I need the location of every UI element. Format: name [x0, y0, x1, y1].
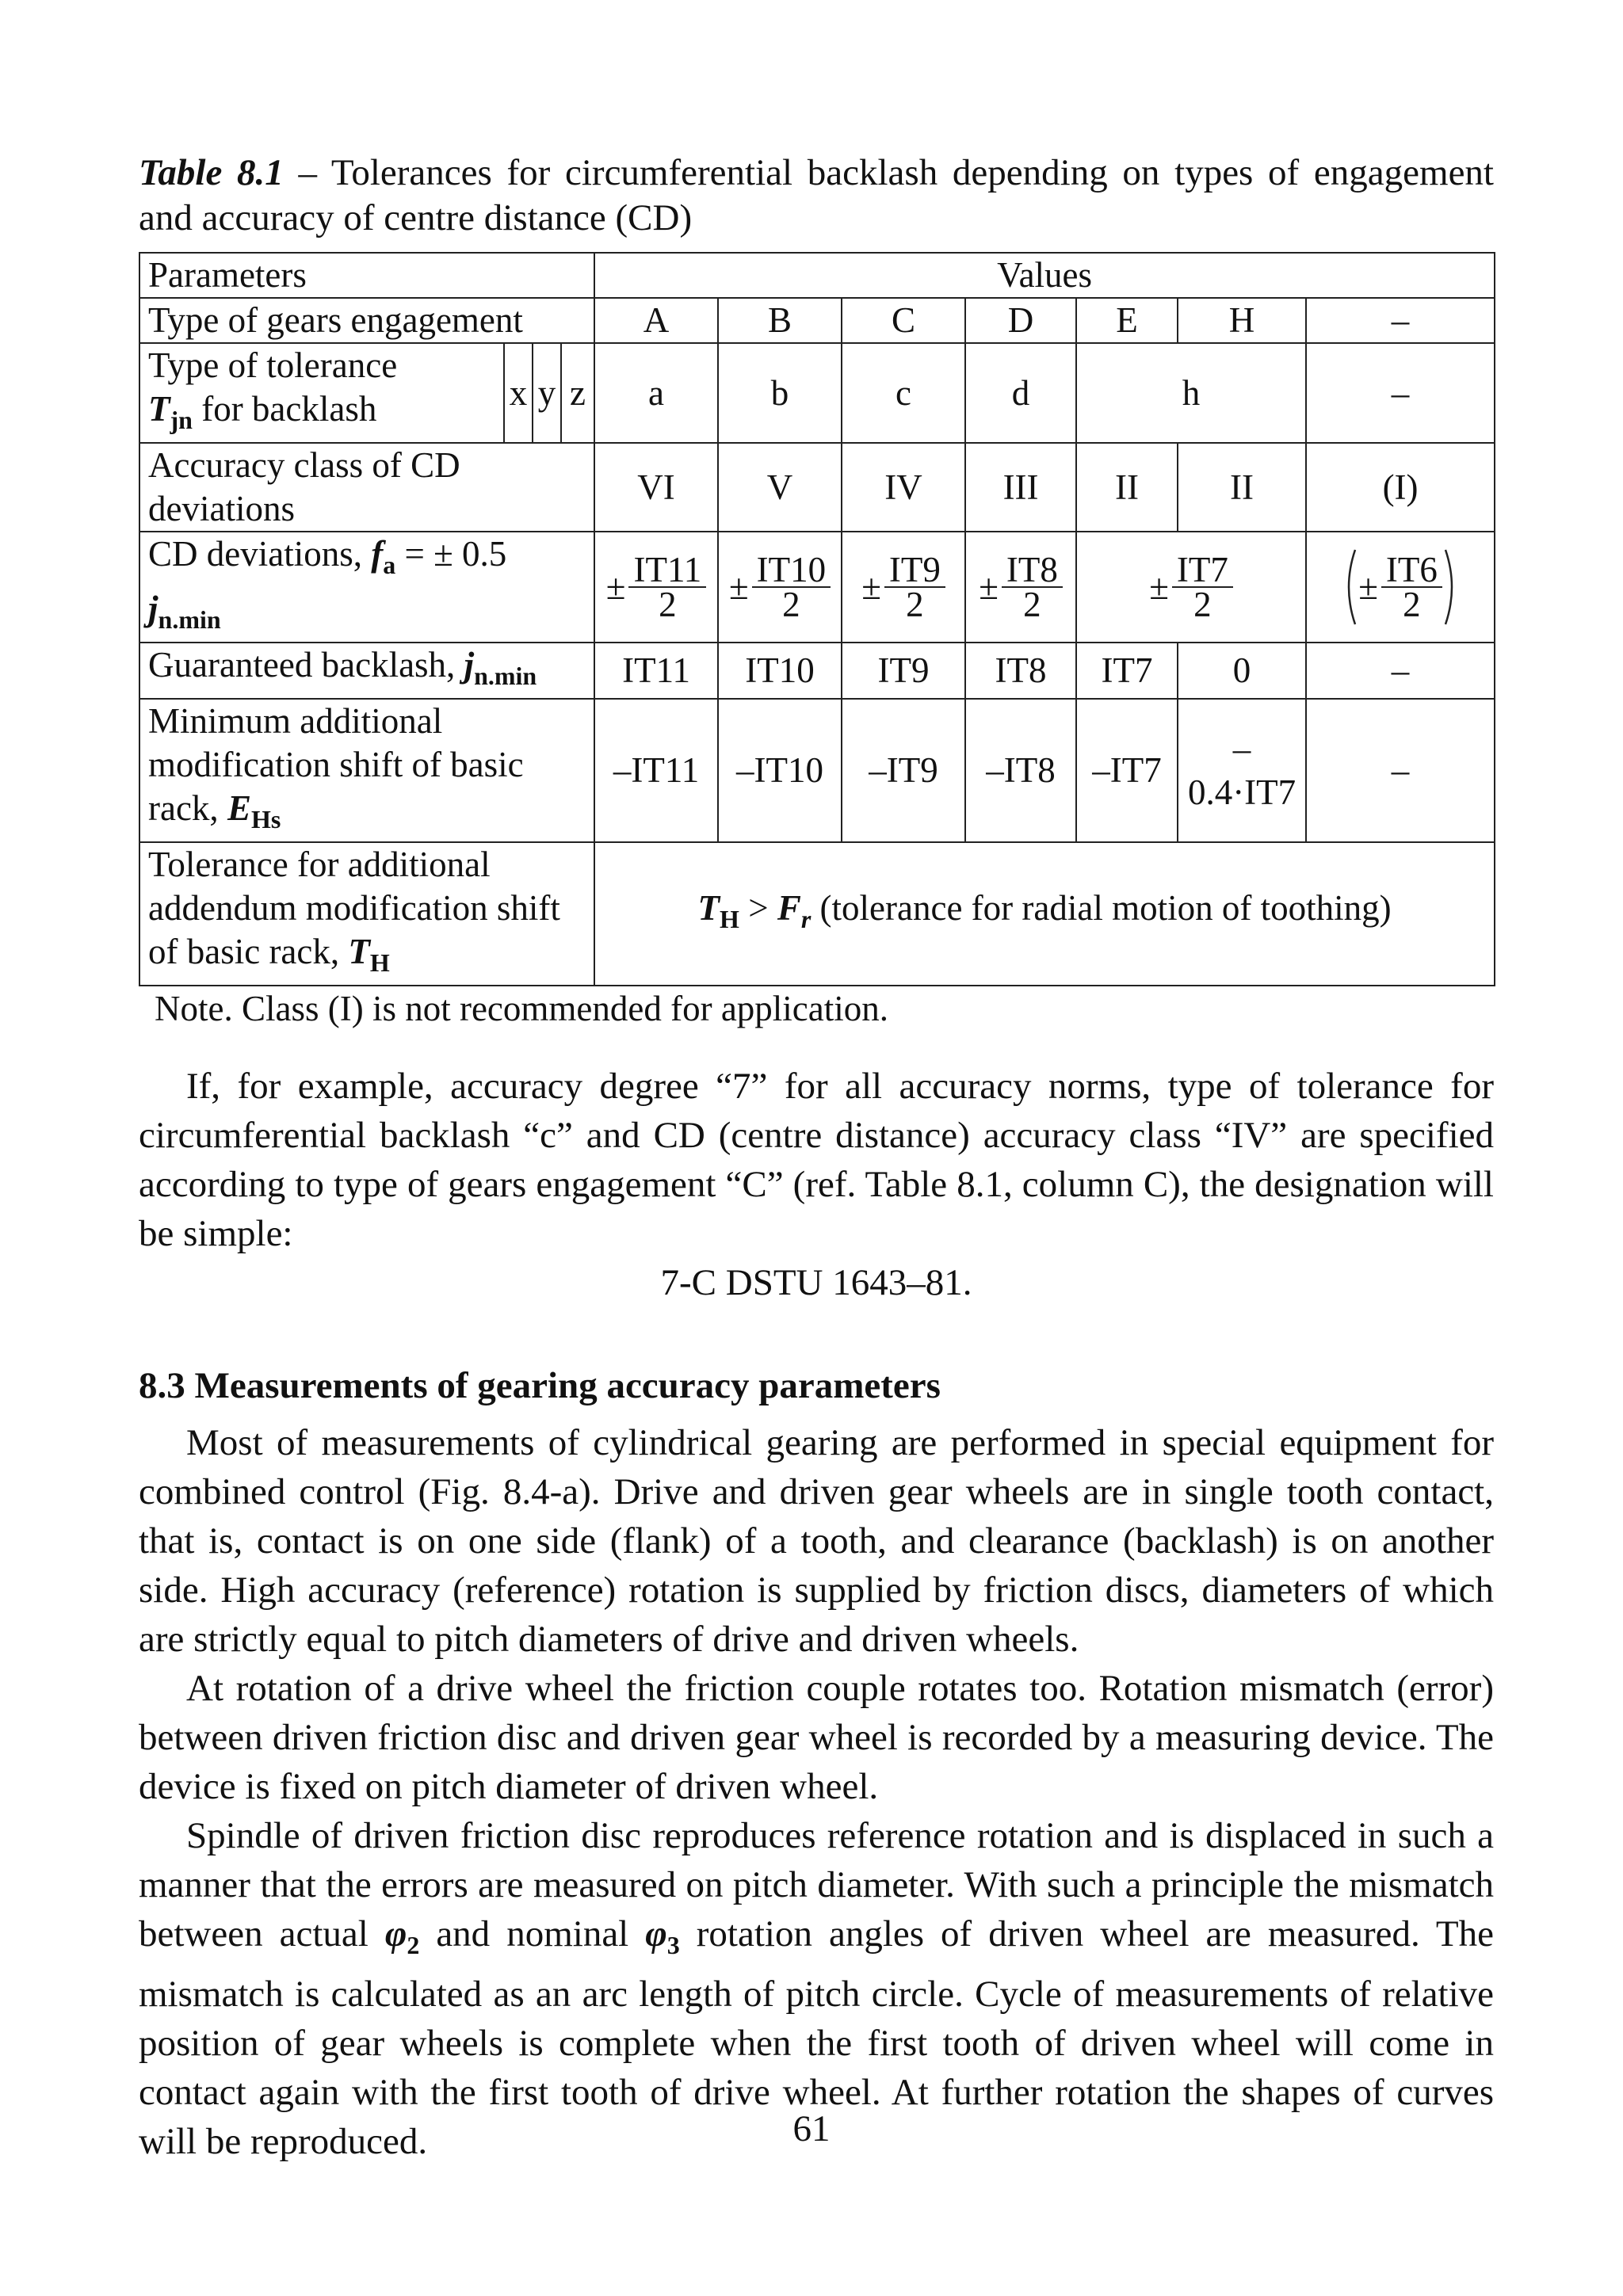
plus-minus: ±: [1149, 566, 1169, 607]
paragraph: Most of measurements of cylindrical gearing are performed in special equipment for combined control (Fig. 8.4-a). Drive and driven gear wheels are in single tooth contact, that is, contact is on one side (flank) of a tooth, and clearance (backlash) is on another side. High accuracy (reference) rotation is supplied by friction discs, diameters of which are strictly equal to pitch diameters of drive and driven wheels.: [139, 1422, 1494, 1660]
table-cell: II: [1076, 443, 1178, 532]
paragraph-text: rotation angles of driven wheel are measured. The mismatch is calculated as an arc length of pitch circle. Cycle of measurements of relative position of gear wheels is complete when the first tooth of driven wheel will come in contact again with the first tooth of drive wheel. At further rotation the shapes of curves will be reproduced.: [139, 1913, 1494, 2162]
table-cell: –IT7: [1076, 699, 1178, 842]
fraction-denominator: 2: [1193, 585, 1212, 624]
fraction-parenthesized: [1341, 547, 1460, 627]
fraction: [1149, 550, 1233, 624]
fraction-numerator: IT7: [1172, 553, 1233, 588]
plus-minus: ±: [605, 566, 626, 607]
e-symbol: E: [227, 788, 251, 828]
fraction-denominator: 2: [906, 585, 924, 624]
tolerance-label-text-2: for backlash: [192, 389, 377, 429]
table-cell: 0: [1178, 643, 1306, 699]
table-cell: A: [594, 298, 718, 343]
cd-label-text: CD deviations,: [148, 534, 372, 574]
table-cell: D: [965, 298, 1076, 343]
table-cell: [842, 532, 965, 643]
params-header: Parameters: [139, 253, 594, 298]
table-cell: –: [1306, 643, 1495, 699]
fraction-denominator: 2: [659, 585, 677, 624]
j-symbol: j: [148, 589, 158, 628]
plus-minus: ±: [1358, 566, 1378, 607]
fraction-numerator: IT11: [628, 553, 706, 588]
table-cell: C: [842, 298, 965, 343]
values-header: Values: [594, 253, 1495, 298]
phi-sub: 3: [666, 1931, 680, 1959]
guaranteed-label: [139, 643, 594, 699]
table-cell: IV: [842, 443, 965, 532]
j-symbol: j: [464, 645, 475, 685]
cd-deviations-label: [139, 532, 594, 643]
table-header-row: [139, 253, 1495, 298]
table-note: Note. Class (I) is not recommended for application.: [155, 989, 888, 1028]
fraction-numerator: IT10: [752, 553, 831, 588]
tol-shift-label-text: Tolerance for additional addendum modification shift of basic rack,: [148, 845, 560, 971]
fraction-denominator: 2: [1403, 585, 1421, 624]
table-row: [139, 842, 1495, 986]
table-cell: –: [1306, 699, 1495, 842]
cd-label-text-2: = ± 0.5: [395, 534, 507, 574]
plus-minus: ±: [979, 566, 999, 607]
table-cell: –IT11: [594, 699, 718, 842]
plus-minus: ±: [728, 566, 749, 607]
f-symbol-sub: a: [383, 551, 396, 579]
table-cell: a: [594, 343, 718, 443]
guaranteed-label-text: Guaranteed backlash,: [148, 645, 464, 685]
paragraph-text: Spindle of driven friction disc reproduces reference rotation and is displaced in such a manner that the errors are measured on pitch diameter. With such a principle the mismatch between actual: [139, 1815, 1494, 1955]
table-cell: IT10: [718, 643, 842, 699]
fraction-denominator: 2: [782, 585, 800, 624]
table-cell: –: [1306, 343, 1495, 443]
table-cell: [1076, 532, 1306, 643]
fraction-numerator: IT8: [1002, 553, 1063, 588]
phi-symbol: φ: [384, 1913, 407, 1955]
table-row: [139, 532, 1495, 643]
table-cell: h: [1076, 343, 1306, 443]
fraction: [979, 550, 1063, 624]
table-caption: [139, 151, 1494, 241]
t-symbol: T: [348, 932, 370, 971]
accuracy-label: Accuracy class of CD deviations: [139, 443, 594, 532]
section-heading: 8.3 Measurements of gearing accuracy parameters: [139, 1365, 941, 1406]
min-shift-label: [139, 699, 594, 842]
fraction-numerator: IT9: [884, 553, 945, 588]
f-symbol: f: [371, 534, 384, 574]
tol-shift-value: [594, 842, 1495, 986]
gt-sign: >: [739, 888, 777, 928]
table-cell: z: [561, 343, 594, 443]
table-cell: B: [718, 298, 842, 343]
table-cell: –: [1306, 298, 1495, 343]
table-cell: E: [1076, 298, 1178, 343]
table-cell: [1306, 532, 1495, 643]
t-symbol-sub: H: [720, 905, 739, 933]
tolerance-table: [139, 252, 1495, 986]
table-cell: VI: [594, 443, 718, 532]
page-number: 61: [792, 2108, 831, 2149]
table-row: [139, 343, 1495, 443]
table-cell: y: [533, 343, 561, 443]
fraction: [861, 550, 945, 624]
tolerance-symbol: T: [148, 389, 170, 429]
table-cell: IT9: [842, 643, 965, 699]
table-cell: V: [718, 443, 842, 532]
page-content: [139, 151, 1494, 2166]
table-cell: d: [965, 343, 1076, 443]
paragraph: At rotation of a drive wheel the friction couple rotates too. Rotation mismatch (error) between driven friction disc and driven gear wheel is recorded by a measuring device. The device is fixed on pitch diameter of driven wheel.: [139, 1668, 1494, 1807]
right-paren-icon: [1442, 547, 1460, 627]
table-caption-text: – Tolerances for circumferential backlash depending on types of engagement and accuracy of centre distance (CD): [139, 152, 1494, 238]
table-cell: –IT9: [842, 699, 965, 842]
table-cell: III: [965, 443, 1076, 532]
table-cell: [718, 532, 842, 643]
table-cell: c: [842, 343, 965, 443]
fraction-numerator: IT6: [1381, 553, 1442, 588]
table-cell: –0.4·IT7: [1178, 699, 1306, 842]
table-cell: –IT8: [965, 699, 1076, 842]
engagement-label: Type of gears engagement: [139, 298, 594, 343]
tolerance-label-text: Type of tolerance: [148, 345, 398, 385]
paragraph: If, for example, accuracy degree “7” for all accuracy norms, type of tolerance for circumferential backlash “c” and CD (centre distance) accuracy class “IV” are specified according to type of gears engagement “C” (ref. Table 8.1, column C), the designation will be simple:: [139, 1066, 1494, 1254]
min-shift-label-text: Minimum additional modification shift of basic rack,: [148, 701, 524, 828]
table-cell: H: [1178, 298, 1306, 343]
table-cell: [965, 532, 1076, 643]
f-r-symbol: F: [777, 888, 801, 928]
j-symbol-sub: n.min: [158, 605, 221, 634]
tolerance-symbol-sub: jn: [170, 406, 193, 434]
table-cell: –IT10: [718, 699, 842, 842]
table-row: [139, 643, 1495, 699]
tolerance-label: [139, 343, 504, 443]
fraction-denominator: 2: [1023, 585, 1041, 624]
t-symbol-sub: H: [369, 948, 390, 977]
table-cell: x: [504, 343, 533, 443]
fraction: [605, 550, 707, 624]
phi-symbol: φ: [645, 1913, 667, 1955]
paragraph-text: and nominal: [419, 1913, 646, 1955]
table-cell: (I): [1306, 443, 1495, 532]
table-cell: IT7: [1076, 643, 1178, 699]
phi-sub: 2: [407, 1931, 420, 1959]
plus-minus: ±: [861, 566, 881, 607]
table-cell: [594, 532, 718, 643]
fraction: [728, 550, 831, 624]
table-cell: IT8: [965, 643, 1076, 699]
table-row: [139, 443, 1495, 532]
e-symbol-sub: Hs: [250, 805, 281, 833]
j-symbol-sub: n.min: [474, 662, 537, 690]
left-paren-icon: [1341, 547, 1358, 627]
table-cell: II: [1178, 443, 1306, 532]
table-cell: IT11: [594, 643, 718, 699]
f-r-symbol-sub: r: [800, 905, 812, 933]
tol-shift-label: [139, 842, 594, 986]
table-label: Table 8.1: [139, 152, 284, 193]
table-cell: b: [718, 343, 842, 443]
tol-shift-text: (tolerance for radial motion of toothing): [811, 888, 1392, 928]
designation: 7-C DSTU 1643–81.: [660, 1262, 972, 1303]
table-row: [139, 298, 1495, 343]
t-symbol: T: [697, 888, 720, 928]
table-row: [139, 699, 1495, 842]
